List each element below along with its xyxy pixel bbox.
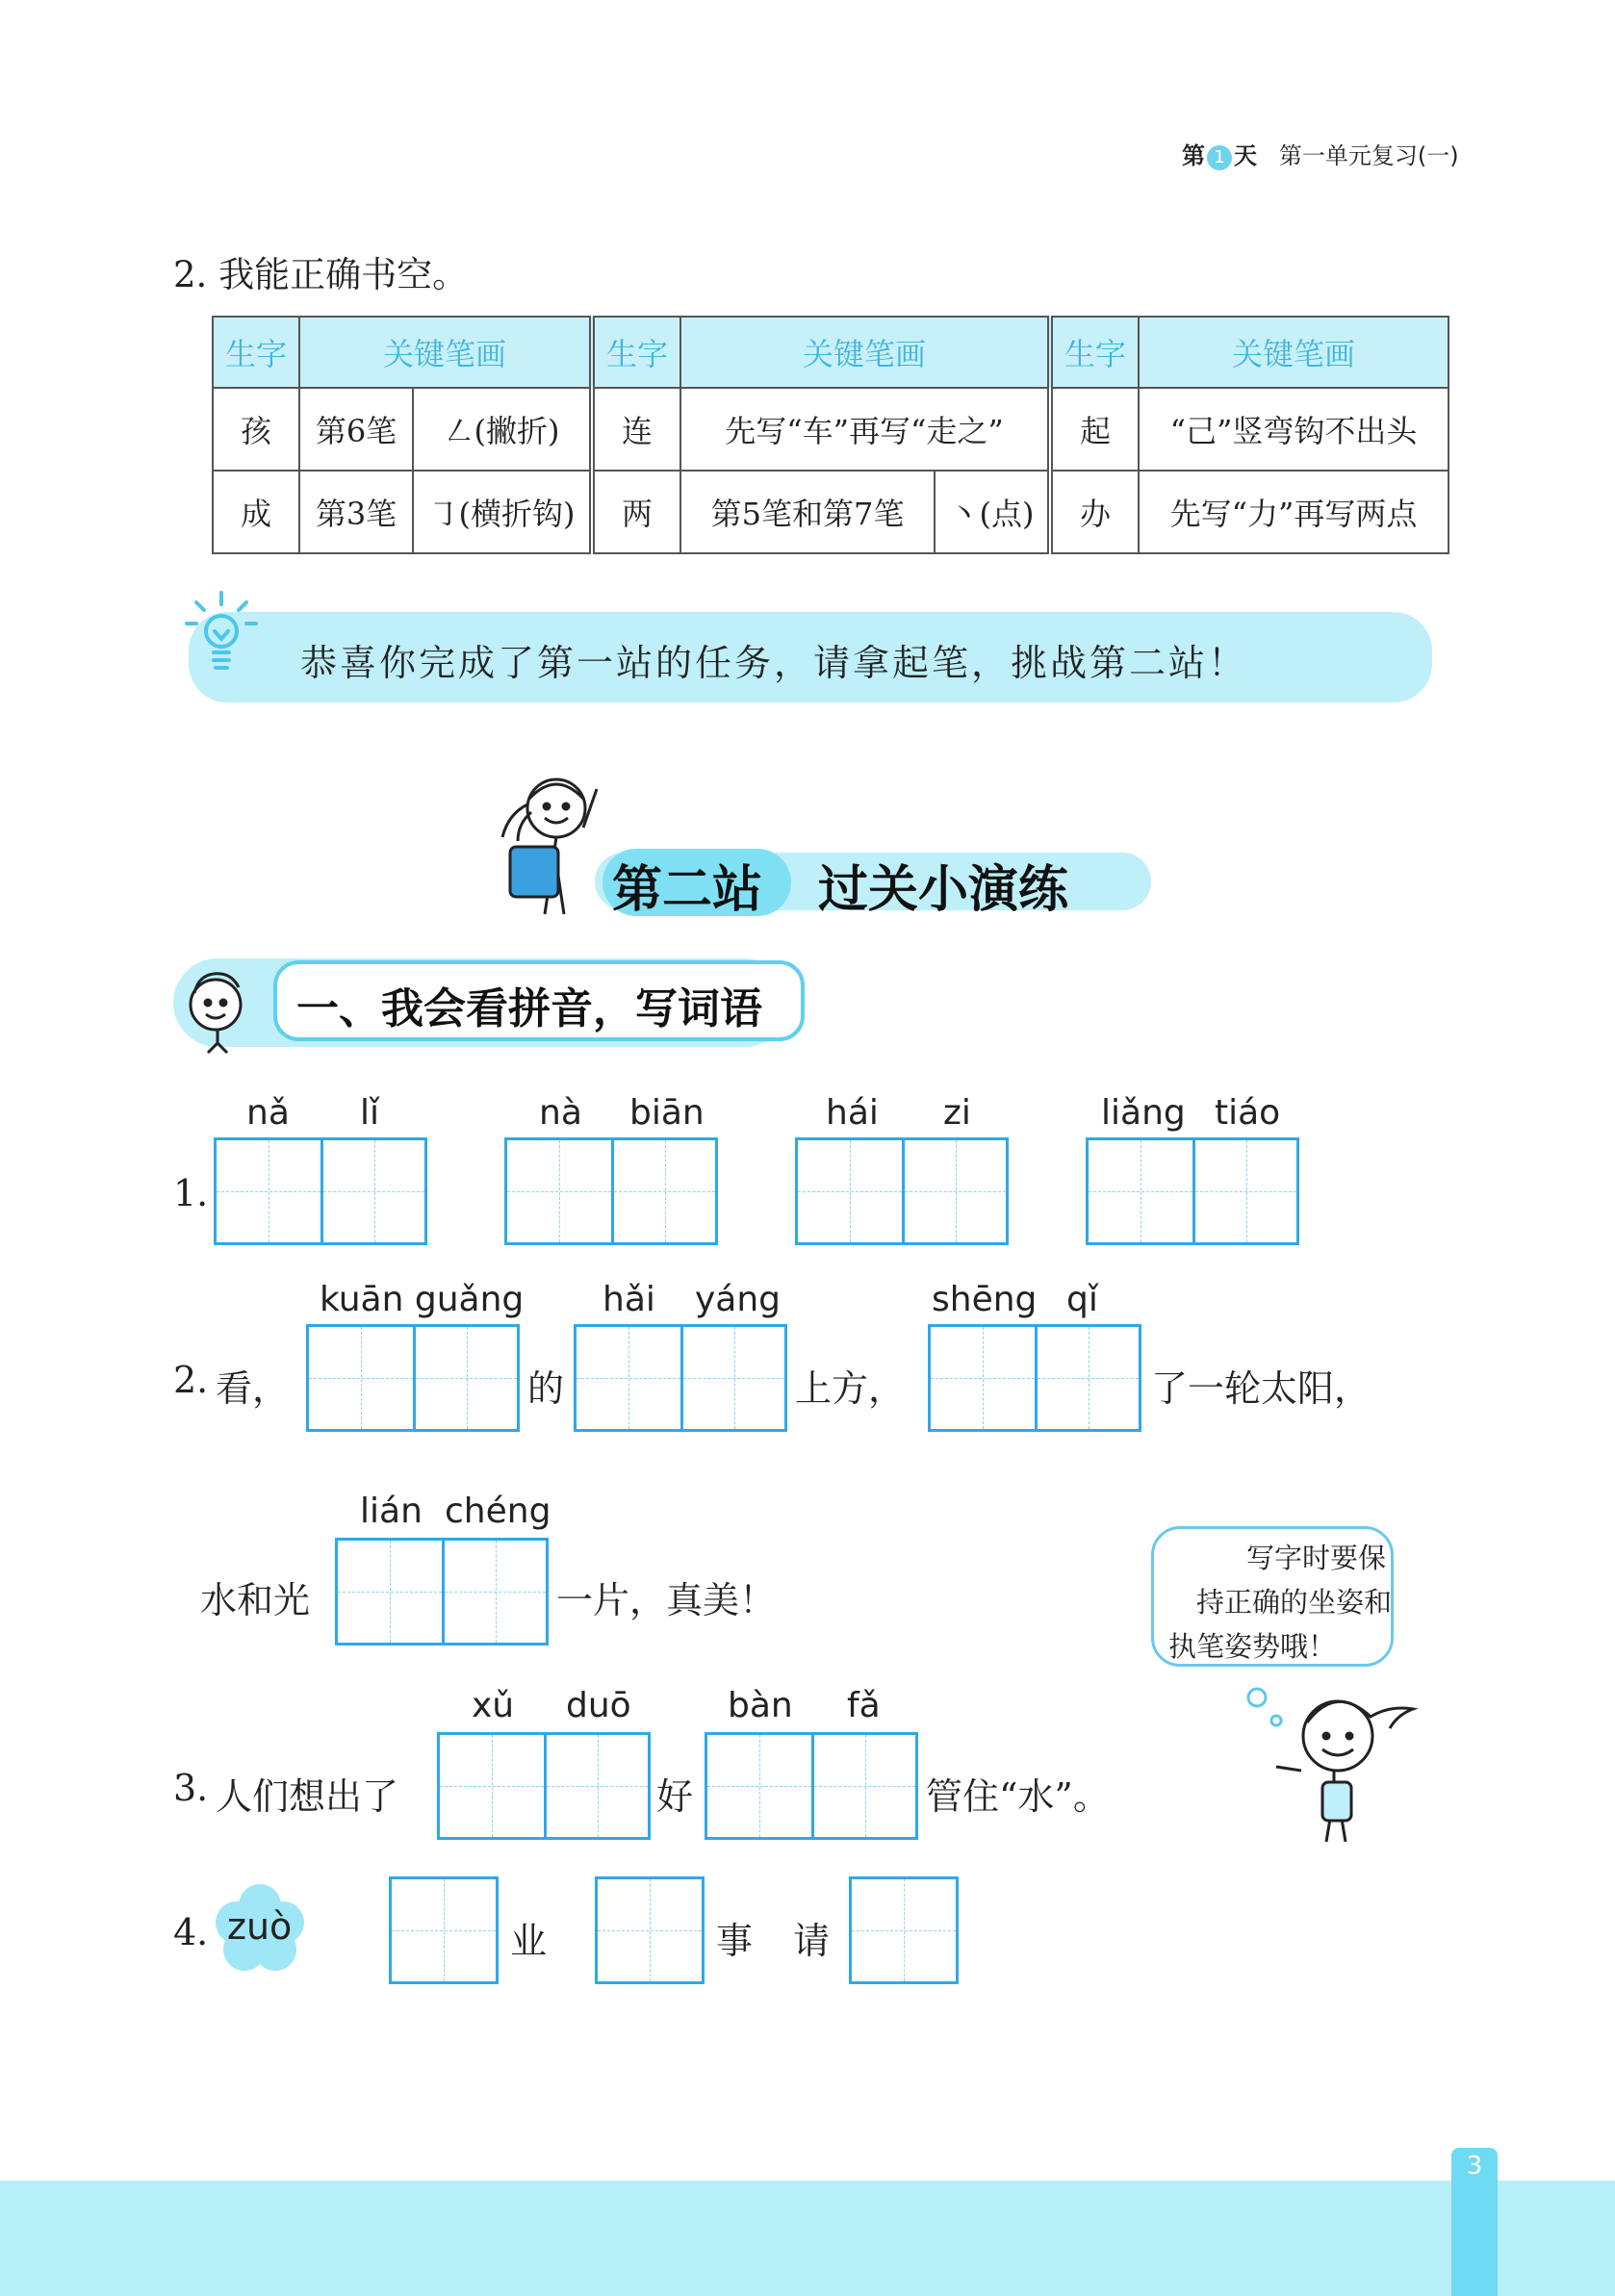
grid-cell[interactable] [413, 1327, 517, 1429]
pinyin: qǐ [1066, 1280, 1098, 1319]
question-text: 看， [216, 1367, 290, 1410]
writing-grid[interactable] [928, 1324, 1141, 1432]
page-footer-band [0, 2181, 1615, 2296]
question-text: 一片，真美！ [556, 1579, 777, 1621]
table-cell: 连 [592, 388, 680, 471]
question-text: 了一轮太阳， [1151, 1367, 1371, 1410]
pinyin: fǎ [847, 1686, 881, 1725]
pinyin: tiáo [1215, 1093, 1281, 1133]
writing-grid[interactable] [574, 1324, 787, 1432]
grid-cell[interactable] [598, 1879, 702, 1981]
question-text: 的 [527, 1367, 565, 1410]
pinyin: chéng [445, 1492, 551, 1531]
pinyin: bàn [728, 1686, 793, 1725]
girl-thinking-icon [1222, 1674, 1444, 1848]
table-row [213, 471, 1448, 553]
question-4-number: 4. [173, 1911, 209, 1953]
table-header-cell: 关键笔画 [680, 317, 1050, 388]
day-suffix: 天 [1234, 142, 1257, 169]
section-title: 2. 我能正确书空。 [173, 254, 469, 295]
writing-grid[interactable] [849, 1876, 959, 1984]
pinyin: hǎi [602, 1280, 655, 1319]
question-text: 水和光 [200, 1579, 311, 1621]
grid-cell[interactable] [1192, 1140, 1296, 1242]
writing-grid[interactable] [214, 1137, 427, 1245]
table-header-cell: 生字 [1050, 317, 1139, 388]
grid-cell[interactable] [320, 1140, 424, 1242]
pinyin: kuān guǎng [320, 1280, 525, 1319]
writing-grid[interactable] [1086, 1137, 1299, 1245]
table-cell: ㇆(横折钩) [413, 471, 592, 553]
table-cell: “己”竖弯钩不出头 [1139, 388, 1448, 471]
pinyin: duō [566, 1686, 631, 1725]
question-text: 上方， [795, 1367, 906, 1410]
grid-cell[interactable] [442, 1541, 546, 1643]
pinyin: zuò [227, 1905, 293, 1948]
grid-cell[interactable] [931, 1327, 1035, 1429]
part-heading-text: 一、我会看拼音，写词语 [296, 984, 762, 1033]
question-text: 请 [793, 1920, 831, 1962]
grid-cell[interactable] [338, 1541, 442, 1643]
unit-title: 第一单元复习(一) [1278, 142, 1459, 169]
speech-bubble-text [1166, 1536, 1392, 1669]
question-text: 业 [510, 1920, 548, 1962]
pinyin: yáng [695, 1280, 782, 1319]
tip-text: 恭喜你完成了第一站的任务，请拿起笔，挑战第二站！ [300, 642, 1248, 684]
bubble-line: 执笔姿势哦！ [1168, 1630, 1337, 1663]
question-text: 管住“水”。 [926, 1775, 1110, 1818]
writing-grid[interactable] [595, 1876, 705, 1984]
writing-grid[interactable] [504, 1137, 718, 1245]
day-prefix: 第 [1182, 142, 1205, 169]
question-2-number: 2. [173, 1359, 209, 1401]
question-text: 事 [716, 1920, 754, 1962]
table-header-cell: 关键笔画 [1139, 317, 1448, 388]
grid-cell[interactable] [392, 1879, 496, 1981]
grid-cell[interactable] [309, 1327, 413, 1429]
grid-cell[interactable] [902, 1140, 1006, 1242]
pinyin: xǔ [472, 1686, 515, 1725]
pinyin: liǎng [1101, 1093, 1186, 1133]
grid-cell[interactable] [544, 1735, 648, 1837]
pinyin: biān [629, 1093, 705, 1133]
pinyin: zi [943, 1093, 971, 1133]
grid-cell[interactable] [1089, 1140, 1192, 1242]
grid-cell[interactable] [577, 1327, 680, 1429]
pinyin: shēng [932, 1280, 1038, 1319]
grid-cell[interactable] [811, 1735, 915, 1837]
writing-grid[interactable] [389, 1876, 499, 1984]
table-header-row [213, 317, 1448, 388]
stroke-order-table [212, 316, 1449, 554]
question-text: 好 [656, 1775, 694, 1818]
lightbulb-icon [183, 589, 260, 681]
grid-cell[interactable] [852, 1879, 956, 1981]
writing-grid[interactable] [335, 1538, 549, 1645]
table-cell: 第6笔 [299, 388, 413, 471]
pinyin: lián [360, 1492, 423, 1531]
station-title: 过关小演练 [818, 861, 1069, 919]
bubble-line: 持正确的坐姿和 [1195, 1586, 1392, 1619]
page-header [1182, 137, 1459, 170]
table-header-cell: 生字 [213, 317, 299, 388]
writing-grid[interactable] [705, 1732, 918, 1840]
table-cell: 办 [1050, 471, 1139, 553]
grid-cell[interactable] [217, 1140, 320, 1242]
grid-cell[interactable] [707, 1735, 811, 1837]
table-header-cell: 关键笔画 [299, 317, 592, 388]
table-cell: 丶(点) [935, 471, 1050, 553]
question-1-number: 1. [173, 1172, 209, 1214]
pinyin: nǎ [246, 1093, 290, 1133]
grid-cell[interactable] [507, 1140, 611, 1242]
grid-cell[interactable] [1035, 1327, 1139, 1429]
girl-with-book-icon [489, 770, 614, 924]
grid-cell[interactable] [611, 1140, 715, 1242]
table-cell: 先写“力”再写两点 [1139, 471, 1448, 553]
table-cell: 第3笔 [299, 471, 413, 553]
pinyin: hái [826, 1093, 879, 1133]
station-number: 第二站 [612, 861, 763, 919]
day-number-badge: 1 [1207, 145, 1232, 170]
grid-cell[interactable] [680, 1327, 784, 1429]
table-cell: 两 [592, 471, 680, 553]
question-text: 人们想出了 [216, 1775, 399, 1818]
table-row [213, 388, 1448, 471]
table-cell: 起 [1050, 388, 1139, 471]
pinyin: lǐ [360, 1093, 380, 1133]
question-3-number: 3. [173, 1767, 209, 1809]
table-cell: 成 [213, 471, 299, 553]
table-cell: ㇜(撇折) [413, 388, 592, 471]
writing-grid[interactable] [437, 1732, 651, 1840]
grid-cell[interactable] [798, 1140, 902, 1242]
writing-grid[interactable] [795, 1137, 1009, 1245]
table-header-cell: 生字 [592, 317, 680, 388]
page-number: 3 [1466, 2152, 1483, 2181]
bubble-line: 写字时要保 [1245, 1542, 1386, 1574]
grid-cell[interactable] [440, 1735, 544, 1837]
writing-grid[interactable] [306, 1324, 520, 1432]
pinyin: nà [539, 1093, 582, 1133]
table-cell: 孩 [213, 388, 299, 471]
table-cell: 先写“车”再写“走之” [680, 388, 1050, 471]
boy-icon [179, 966, 256, 1062]
table-cell: 第5笔和第7笔 [680, 471, 935, 553]
